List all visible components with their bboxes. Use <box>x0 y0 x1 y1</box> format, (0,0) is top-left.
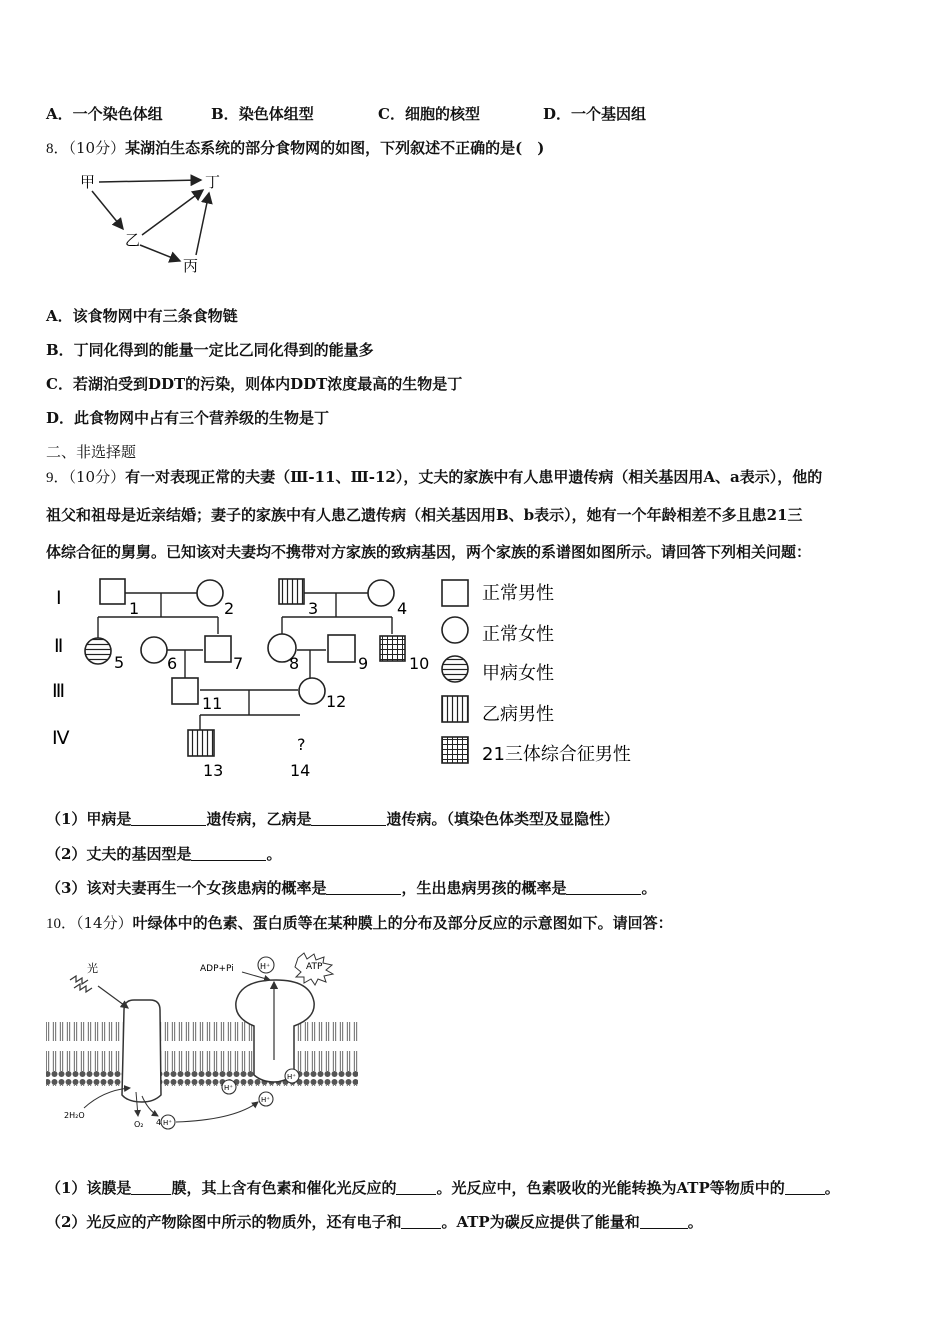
individual-9 <box>328 635 355 662</box>
q10-sub1: （1）该膜是 膜，其上含有色素和催化光反应的 。光反应中，色素吸收的光能转换为ATP等物质中的 。 <box>46 1179 840 1197</box>
svg-text:4: 4 <box>397 599 408 618</box>
gen-3: Ⅲ <box>52 680 66 702</box>
svg-text:13: 13 <box>203 761 224 780</box>
gen-4: Ⅳ <box>52 727 70 749</box>
arrow-yi-ding <box>142 190 203 235</box>
light-wave-icon <box>70 976 88 984</box>
q9-sub1: （1）甲病是 遗传病，乙病是 遗传病。（填染色体类型及显隐性） <box>46 810 619 828</box>
gen-2: Ⅱ <box>54 635 64 657</box>
answer-blank[interactable] <box>566 880 641 895</box>
node-yi: 乙 <box>125 231 141 249</box>
q10-sub2: （2）光反应的产物除图中所示的物质外，还有电子和 。ATP为碳反应提供了能量和 。 <box>46 1213 703 1231</box>
individual-6 <box>141 637 167 663</box>
lipid-bilayer <box>46 1022 358 1086</box>
generation-labels <box>52 587 70 749</box>
photosystem-protein <box>122 1000 161 1102</box>
individual-4 <box>368 580 394 606</box>
legend-normal-male-symbol <box>442 580 468 606</box>
svg-text:H⁺: H⁺ <box>261 1096 270 1104</box>
light-wave-icon <box>74 984 92 992</box>
individual-13 <box>188 730 214 756</box>
answer-blank[interactable] <box>326 880 401 895</box>
food-web-diagram <box>70 165 230 280</box>
answer-blank[interactable] <box>640 1214 688 1229</box>
svg-text:甲病女性: 甲病女性 <box>482 663 554 684</box>
svg-text:H⁺: H⁺ <box>224 1084 233 1092</box>
q8-option-b: B．丁同化得到的能量一定比乙同化得到的能量多 <box>46 341 374 359</box>
individual-7 <box>205 636 231 662</box>
svg-text:1: 1 <box>129 599 140 618</box>
individual-2 <box>197 580 223 606</box>
svg-text:7: 7 <box>233 654 244 673</box>
q10-stem: 10．（14分）叶绿体中的色素、蛋白质等在某种膜上的分布及部分反应的示意图如下。请回答： <box>46 914 673 932</box>
legend-trisomy-male-symbol <box>442 737 468 763</box>
svg-text:2: 2 <box>224 599 235 618</box>
gen-1: Ⅰ <box>56 587 62 609</box>
svg-text:9: 9 <box>358 654 369 673</box>
individual-11 <box>172 678 198 704</box>
svg-text:3: 3 <box>308 599 319 618</box>
q9-sub3: （3）该对夫妻再生一个女孩患病的概率是 ，生出患病男孩的概率是 。 <box>46 879 657 897</box>
q9-stem-line3: 体综合征的舅舅。已知该对夫妻均不携带对方家族的致病基因，两个家族的系谱图如图所示。请回答下列相关问题： <box>46 543 812 561</box>
arrow-jia-ding <box>99 180 201 182</box>
legend-normal-female-symbol <box>442 617 468 643</box>
q9-stem-line1: 9．（10分）有一对表现正常的夫妻（Ⅲ-11、Ⅲ-12），丈夫的家族中有人患甲遗传病（相关基因用A、a表示），他的 <box>46 468 823 486</box>
individual-10 <box>380 636 405 661</box>
svg-text:10: 10 <box>409 654 430 673</box>
q7-option-a: A．一个染色体组 <box>46 105 163 123</box>
q8-option-c: C．若湖泊受到DDT的污染，则体内DDT浓度最高的生物是丁 <box>46 375 463 393</box>
thylakoid-membrane-diagram <box>44 950 364 1135</box>
water-label: 2H₂O <box>64 1111 85 1120</box>
legend-disease-a-female-symbol <box>442 656 468 682</box>
q7-option-b: B．染色体组型 <box>211 105 314 123</box>
node-jia: 甲 <box>80 173 96 191</box>
legend-disease-b-male-symbol <box>442 696 468 722</box>
answer-blank[interactable] <box>131 811 206 826</box>
answer-blank[interactable] <box>131 1180 171 1195</box>
q8-option-d: D．此食物网中占有三个营养级的生物是丁 <box>46 409 330 427</box>
oxygen-label: O₂ <box>134 1120 144 1129</box>
answer-blank[interactable] <box>396 1180 436 1195</box>
adp-label: ADP+Pi <box>200 964 234 974</box>
svg-text:14: 14 <box>290 761 311 780</box>
q8-option-a: A．该食物网中有三条食物链 <box>46 307 238 325</box>
unknown-mark: ? <box>297 735 306 754</box>
svg-text:12: 12 <box>326 692 347 711</box>
atp-label: ATP <box>306 962 323 972</box>
svg-text:8: 8 <box>289 654 300 673</box>
arrow-yi-bing <box>140 245 180 261</box>
section-title: 二、非选择题 <box>46 443 137 461</box>
individual-1 <box>100 579 125 604</box>
svg-text:6: 6 <box>167 654 178 673</box>
individual-3 <box>279 579 304 604</box>
svg-text:21三体综合征男性: 21三体综合征男性 <box>482 744 631 765</box>
q9-sub2: （2）丈夫的基因型是 。 <box>46 845 282 863</box>
svg-text:H⁺: H⁺ <box>260 962 271 971</box>
pedigree-legend-labels <box>482 583 631 765</box>
node-ding: 丁 <box>205 173 221 191</box>
svg-text:11: 11 <box>202 694 223 713</box>
svg-text:4: 4 <box>156 1118 162 1127</box>
arrow-bing-ding <box>196 193 209 255</box>
pedigree-legend <box>442 580 468 763</box>
svg-text:H⁺: H⁺ <box>287 1073 296 1081</box>
answer-blank[interactable] <box>401 1214 441 1229</box>
q9-stem-line2: 祖父和祖母是近亲结婚；妻子的家族中有人患乙遗传病（相关基因用B、b表示），她有一个年龄相差不多且患21三 <box>46 506 803 524</box>
answer-blank[interactable] <box>191 846 266 861</box>
answer-blank[interactable] <box>785 1180 825 1195</box>
individual-12 <box>299 678 325 704</box>
pedigree-chart <box>40 572 680 787</box>
arrow-jia-yi <box>92 191 123 229</box>
individual-5 <box>85 638 111 664</box>
answer-blank[interactable] <box>311 811 386 826</box>
q7-option-d: D．一个基因组 <box>543 105 647 123</box>
svg-text:乙病男性: 乙病男性 <box>482 704 554 725</box>
svg-text:正常女性: 正常女性 <box>482 624 554 645</box>
svg-text:H⁺: H⁺ <box>163 1119 172 1127</box>
q7-option-c: C．细胞的核型 <box>378 105 480 123</box>
svg-text:5: 5 <box>114 653 125 672</box>
q8-stem: 8．（10分）某湖泊生态系统的部分食物网的如图，下列叙述不正确的是( ) <box>46 139 545 157</box>
svg-text:正常男性: 正常男性 <box>482 583 554 604</box>
light-label: 光 <box>87 962 98 975</box>
node-bing: 丙 <box>183 257 199 275</box>
